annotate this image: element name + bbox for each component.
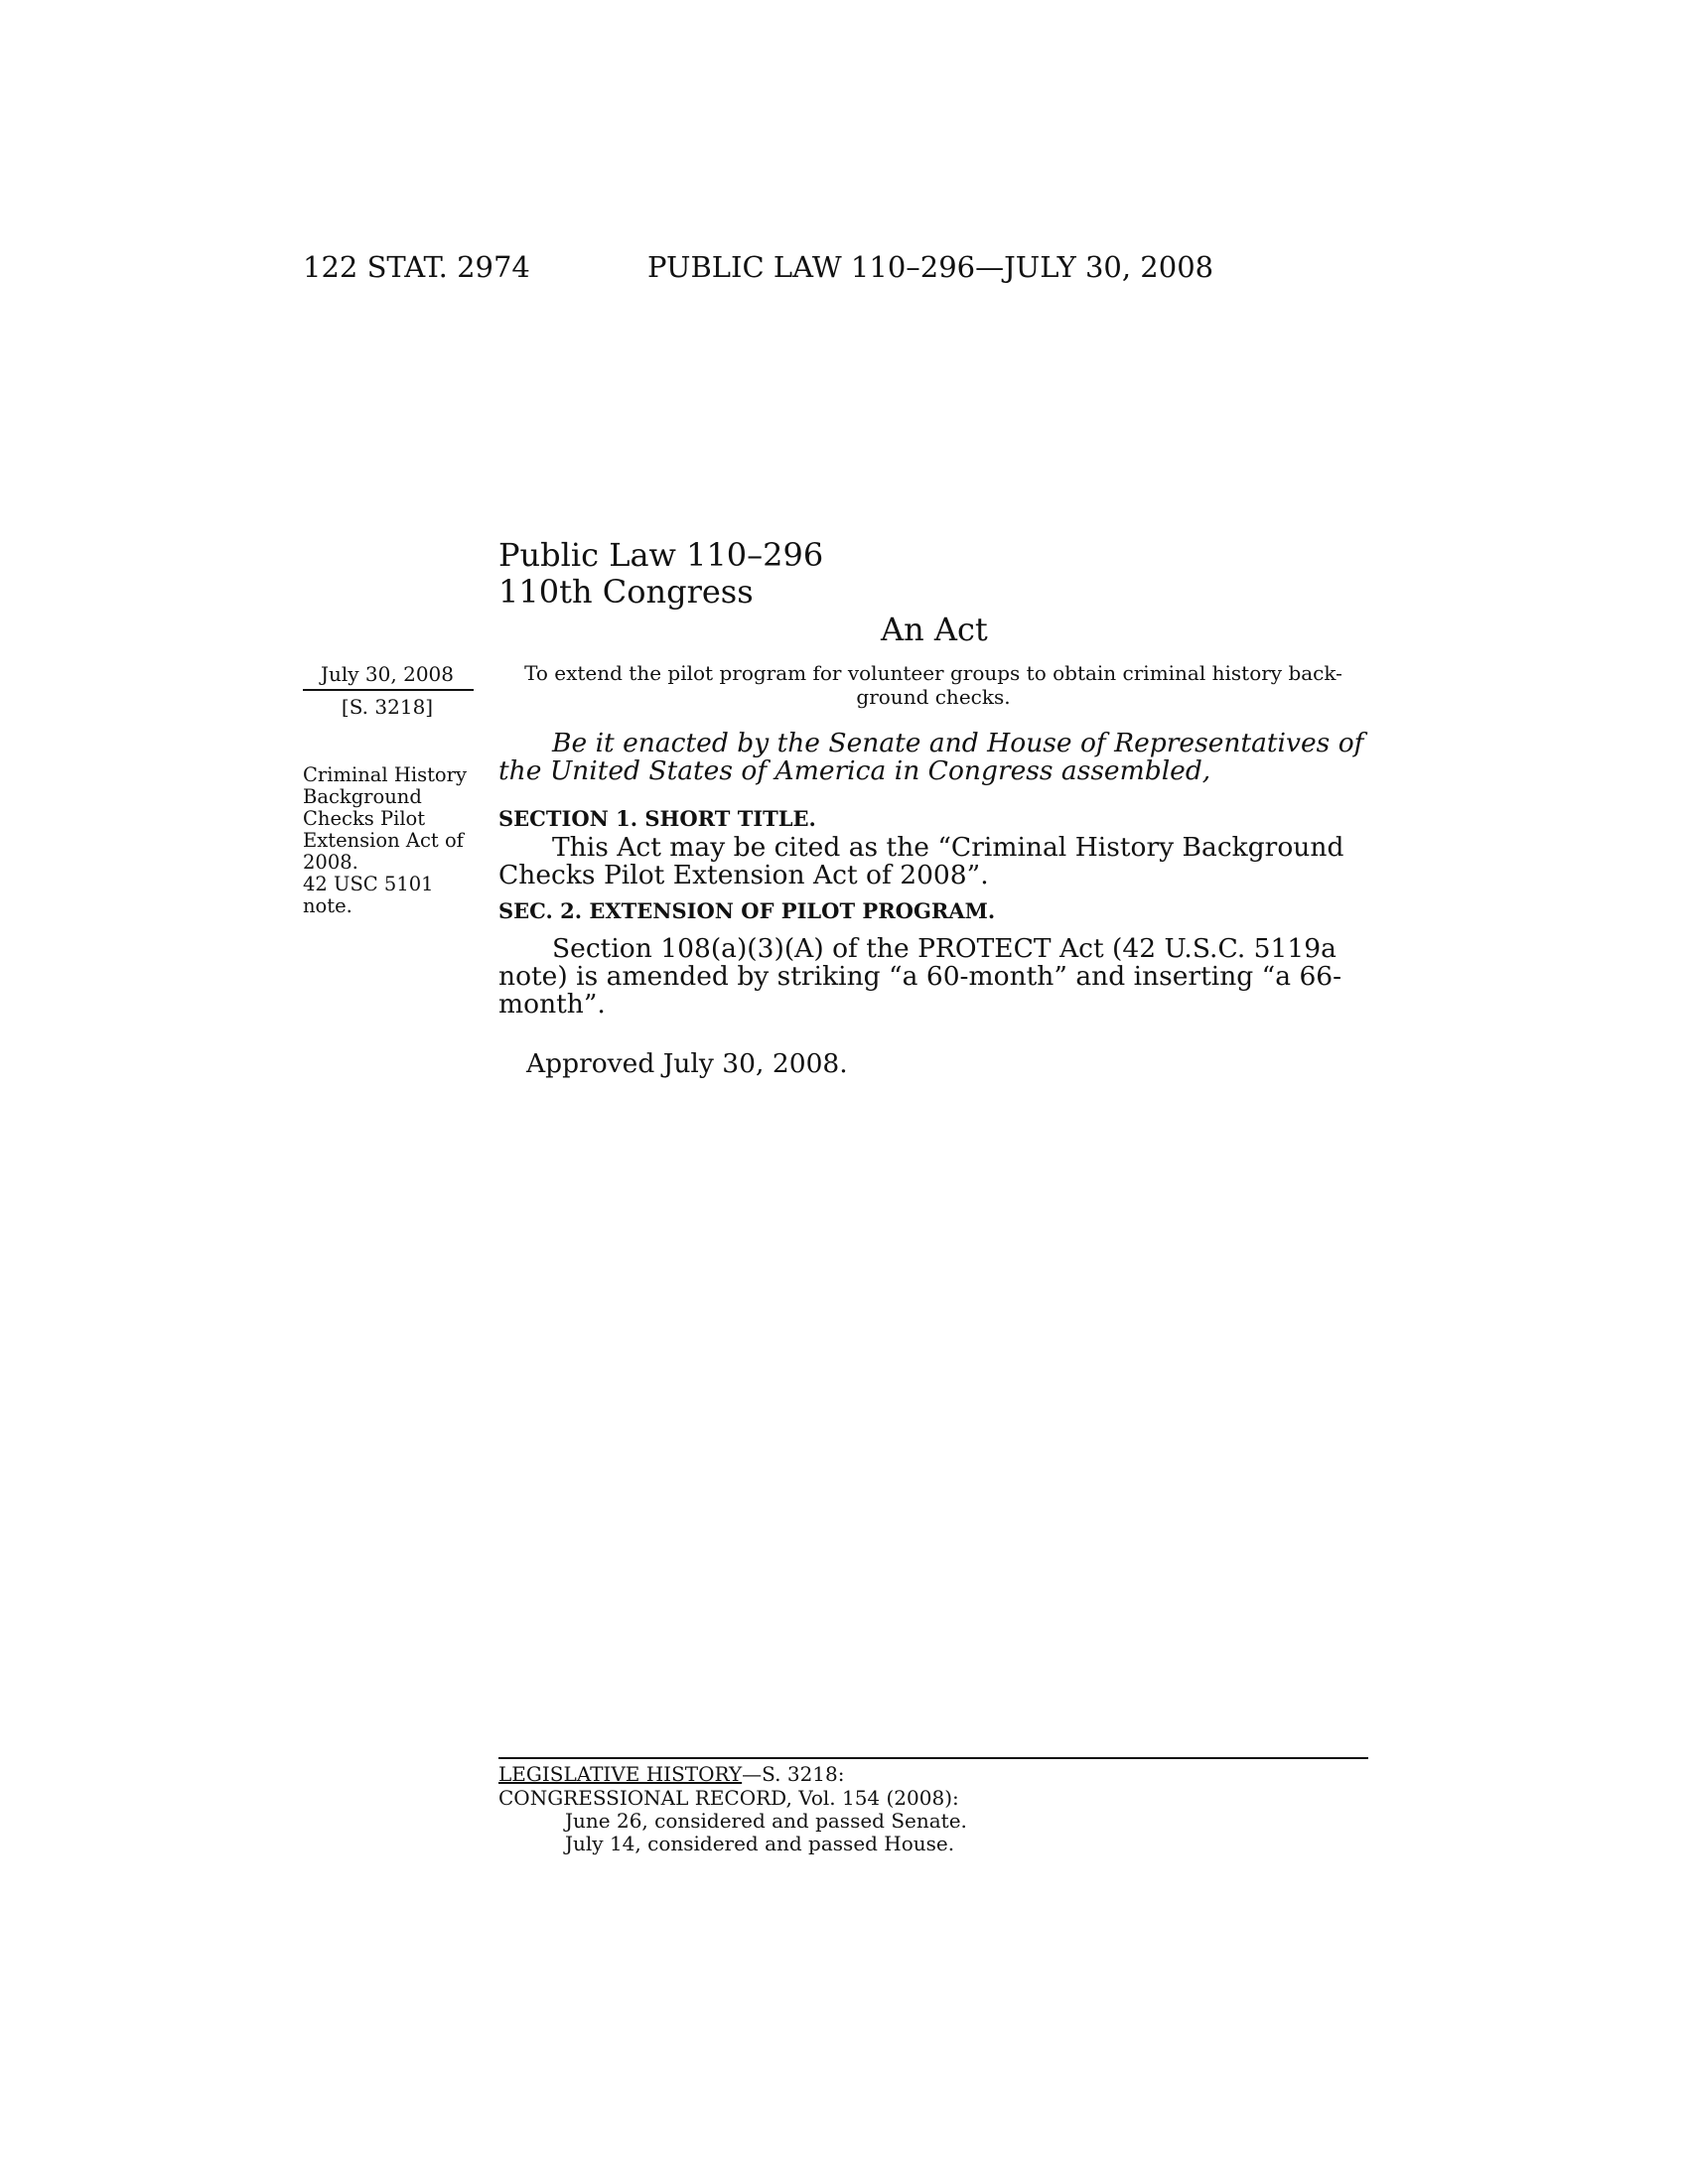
margin-notes [303, 764, 492, 917]
purpose-statement [501, 661, 1365, 709]
legislative-history [498, 1763, 845, 1786]
legislative-history-bill: —S. 3218: [742, 1762, 845, 1786]
margin-note-line: note. [303, 894, 352, 917]
margin-date: July 30, 2008 [320, 662, 454, 686]
footer-divider [498, 1757, 1368, 1759]
purpose-line: To extend the pilot program for volunteer groups to obtain criminal history back- [524, 661, 1342, 685]
running-title: PUBLIC LAW 110–296—JULY 30, 2008 [647, 250, 1214, 284]
margin-divider [303, 689, 474, 691]
congress-label: 110th Congress [498, 573, 754, 611]
margin-note-line: Criminal History [303, 763, 467, 786]
section-1-heading: SECTION 1. SHORT TITLE. [498, 806, 816, 831]
enacting-line: Be it enacted by the Senate and House of Representatives of [552, 728, 1364, 758]
section-2-heading: SEC. 2. EXTENSION OF PILOT PROGRAM. [498, 898, 996, 923]
margin-note-line: Extension Act of [303, 829, 464, 852]
section-line: month”. [498, 989, 606, 1020]
section-1-text [498, 834, 1368, 889]
section-line: Checks Pilot Extension Act of 2008”. [498, 860, 989, 890]
stat-reference: 122 STAT. 2974 [303, 250, 530, 284]
margin-note-line: 42 USC 5101 [303, 873, 434, 895]
act-heading: An Act [881, 611, 988, 648]
section-line: Section 108(a)(3)(A) of the PROTECT Act (42 U.S.C. 5119a [552, 933, 1336, 964]
margin-note-line: Checks Pilot [303, 807, 426, 830]
section-line: This Act may be cited as the “Criminal History Background [552, 832, 1344, 863]
history-event: July 14, considered and passed House. [565, 1832, 955, 1855]
margin-note-line: Background [303, 785, 422, 808]
history-event: June 26, considered and passed Senate. [565, 1809, 967, 1833]
enacting-clause [498, 730, 1368, 785]
purpose-line: ground checks. [856, 685, 1011, 709]
margin-note-line: 2008. [303, 851, 358, 874]
section-2-text [498, 935, 1368, 1019]
legislative-history-label: LEGISLATIVE HISTORY [498, 1762, 743, 1786]
running-header [303, 250, 1226, 290]
section-line: note) is amended by striking “a 60-month” and inserting “a 66- [498, 961, 1342, 992]
law-number: Public Law 110–296 [498, 536, 824, 574]
margin-bill-number: [S. 3218] [341, 695, 434, 719]
congressional-record: CONGRESSIONAL RECORD, Vol. 154 (2008): [498, 1786, 959, 1810]
enacting-line: the United States of America in Congress assembled, [498, 755, 1211, 786]
approval-date: Approved July 30, 2008. [526, 1048, 848, 1079]
